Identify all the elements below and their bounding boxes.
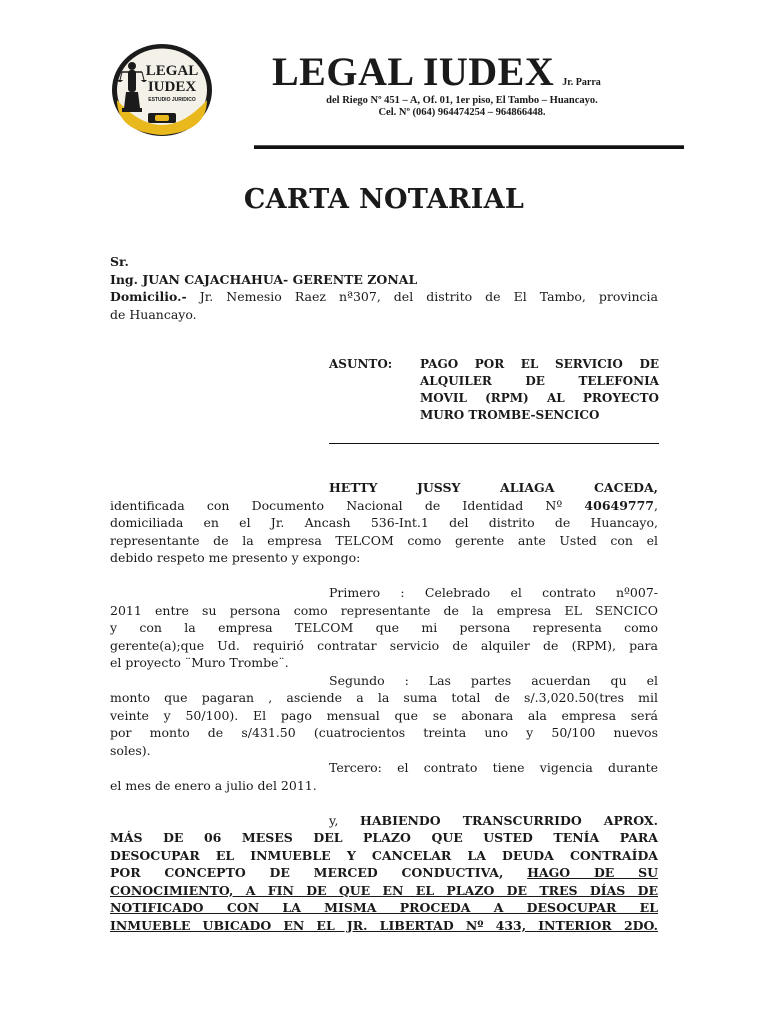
asunto-label: ASUNTO: [329,357,393,371]
conclusion-line-2: MÁS DE 06 MESES DEL PLAZO QUE USTED TENÍA PARA [110,830,658,845]
conclusion-line-6: NOTIFICADO CON LA MISMA PROCEDA A DESOCUPAR EL [110,900,658,915]
conclusion-line-4-b: HAGO DE SU [527,865,659,880]
conclusion-line-7: INMUEBLE UBICADO EN EL JR. LIBERTAD Nº 433, INTERIOR 2DO. [110,917,658,933]
sender-name-line: HETTY JUSSY ALIAGA CACEDA, [329,480,658,495]
asunto-line: MURO TROMBE-SENCICO [420,408,600,422]
intro-line-3: domiciliada en el Jr. Ancash 536-Int.1 del distrito de Huancayo, [110,515,658,530]
domicilio-line-2: de Huancayo. [110,306,197,322]
letter-body [110,479,658,934]
conclusion-line-5: CONOCIMIENTO, A FIN DE QUE EN EL PLAZO DE TRES DÍAS DE [110,882,658,898]
segundo-line-3: veinte y 50/100). El pago mensual que se abonara ala empresa será [110,707,658,723]
recipient-name: JUAN CAJACHAHUA- GERENTE ZONAL [142,271,418,287]
logo-text-iudex: IUDEX [147,79,197,95]
conclusion-line-4 [110,864,658,882]
handshake-icon [148,113,176,123]
intro-line-5: debido respeto me presento y expongo: [110,550,361,565]
conclusion-line-3: DESOCUPAR EL INMUEBLE Y CANCELAR LA DEUDA CONTRAÍDA [110,847,658,863]
logo-text-legal: LEGAL [145,63,199,79]
segundo-line-5: soles). [110,742,151,758]
phone-line: Cel. Nº (064) 964474254 – 964866448. [378,107,546,118]
salutation: Sr. [110,254,129,269]
tercero-line-1: Tercero: el contrato tiene vigencia durante [329,760,658,775]
conclusion-prefix: y, [329,812,339,828]
primero-line-2: 2011 entre su persona como representante de la empresa EL SENCICO [110,602,658,618]
asunto-line: PAGO POR EL SERVICIO DE [420,357,659,371]
primero-line-3: y con la empresa TELCOM que mi persona representa como [110,620,658,635]
conclusion-line-1-bold: HABIENDO TRANSCURRIDO APROX. [360,812,658,828]
domicilio-text: Jr. Nemesio Raez nª307, del distrito de El Tambo, provincia [199,289,658,304]
segundo-line-4: por monto de s/431.50 (cuatrocientos treinta uno y 50/100 nuevos [110,725,658,740]
recipient-prefix: Ing. [110,271,139,287]
domicilio-label: Domicilio.- [110,289,187,304]
brand-line [272,48,601,95]
logo-text-subtitle: ESTUDIO JURIDICO [148,97,196,103]
brand-name: LEGAL IUDEX [272,49,555,94]
intro-line-4: representante de la empresa TELCOM como gerente ante Usted con el [110,532,658,548]
asunto-rule [329,443,659,444]
asunto-lines [420,356,659,424]
segundo-line-1: Segundo : Las partes acuerdan qu el [329,672,658,688]
document-title: CARTA NOTARIAL [243,184,525,215]
primero-line-4: gerente(a);que Ud. requirió contratar servicio de alquiler de (RPM), para [110,637,658,653]
recipient-name-line [110,271,658,289]
asunto-line: MOVIL (RPM) AL PROYECTO [420,391,659,405]
tercero-line-2: el mes de enero a julio del 2011. [110,777,317,793]
conclusion-line-4-a: POR CONCEPTO DE MERCED CONDUCTIVA, [110,865,504,880]
intro-line-2: identificada con Documento Nacional de Identidad Nº 40649777, [110,497,658,513]
primero-line-1: Primero : Celebrado el contrato nº007- [329,585,658,600]
asunto-line: ALQUILER DE TELEFONIA [420,374,659,388]
address-line: del Riego Nº 451 – A, Of. 01, 1er piso, El Tambo – Huancayo. [326,95,598,106]
sender-name: HETTY JUSSY ALIAGA CACEDA [329,480,654,495]
segundo-line-2: monto que pagaran , asciende a la suma total de s/.3,020.50(tres mil [110,690,658,705]
address-start: Jr. Parra [562,77,601,88]
conclusion-line-1 [110,812,658,830]
domicilio-line [110,288,658,306]
intro-line-2-text: identificada con Documento Nacional de Identidad Nº [110,497,563,513]
legal-iudex-logo [110,42,214,138]
dni-number: 40649777 [584,497,655,513]
header-rule [254,146,684,149]
recipient-block [110,253,658,323]
primero-line-5: el proyecto ¨Muro Trombe¨. [110,655,289,670]
